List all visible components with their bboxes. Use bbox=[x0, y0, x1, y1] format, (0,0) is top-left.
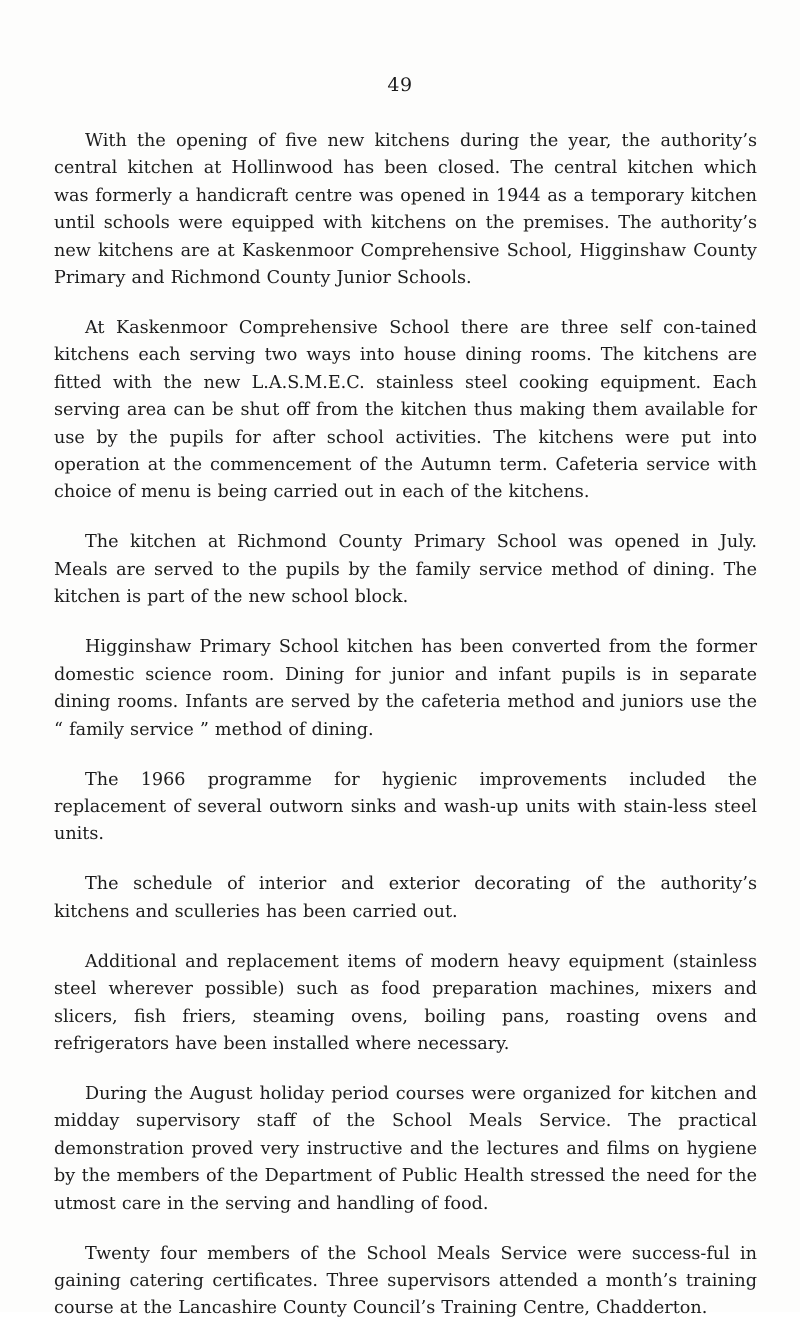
paragraph-richmond-kitchen: The kitchen at Richmond County Primary School was opened in July. Meals are served to the pupils by the family service method of dining. The kitchen is part of the new school block. bbox=[54, 532, 757, 608]
paragraph-higginshaw-kitchen: Higginshaw Primary School kitchen has been converted from the former domestic science room. Dining for junior and infant pupils is in separate dining rooms. Infants are served by the cafeteria method and juniors use the “ family service ” method of dining. bbox=[54, 637, 757, 740]
paragraph-closing-central-kitchen: With the opening of five new kitchens during the year, the authority’s central kitchen at Hollinwood has been closed. The central kitchen which was formerly a handicraft centre was opened in 1944 as a temporary kitchen until schools were equipped with kitchens on the premises. The authority’s new kitchens are at Kaskenmoor Comprehensive School, Higginshaw County Primary and Richmond County Junior Schools. bbox=[54, 131, 757, 289]
paragraph-kaskenmoor-kitchens: At Kaskenmoor Comprehensive School there are three self con-tained kitchens each serving two ways into house dining rooms. The kitchens are fitted with the new L.A.S.M.E.C. stainless steel cooking equipment. Each serving area can be shut off from the kitchen thus making them available for use by the pupils for after school activities. The kitchens were put into operation at the commencement of the Autumn term. Cafeteria service with choice of menu is being carried out in each of the kitchens. bbox=[54, 318, 757, 503]
body-text bbox=[54, 128, 757, 1323]
paragraph-hygienic-improvements: The 1966 programme for hygienic improvements included the replacement of several outworn sinks and wash-up units with stain-less steel units. bbox=[54, 769, 757, 845]
paragraph-equipment: Additional and replacement items of modern heavy equipment (stainless steel wherever possible) such as food preparation machines, mixers and slicers, fish friers, steaming ovens, boiling pans, roasting ovens and refrigerators have been installed where necessary. bbox=[54, 951, 757, 1054]
paragraph-catering-certificates: Twenty four members of the School Meals Service were success-ful in gaining catering certificates. Three supervisors attended a month’s training course at the Lancashire County Council’s Training Centre, Chadderton. bbox=[54, 1243, 757, 1319]
paragraph-training-courses: During the August holiday period courses were organized for kitchen and midday supervisory staff of the School Meals Service. The practical demonstration proved very instructive and the lectures and films on hygiene by the members of the Department of Public Health stressed the need for the utmost care in the serving and handling of food. bbox=[54, 1083, 757, 1214]
paragraph-decorating-schedule: The schedule of interior and exterior decorating of the authority’s kitchens and sculleries has been carried out. bbox=[54, 874, 757, 922]
page-number: 49 bbox=[387, 74, 413, 96]
